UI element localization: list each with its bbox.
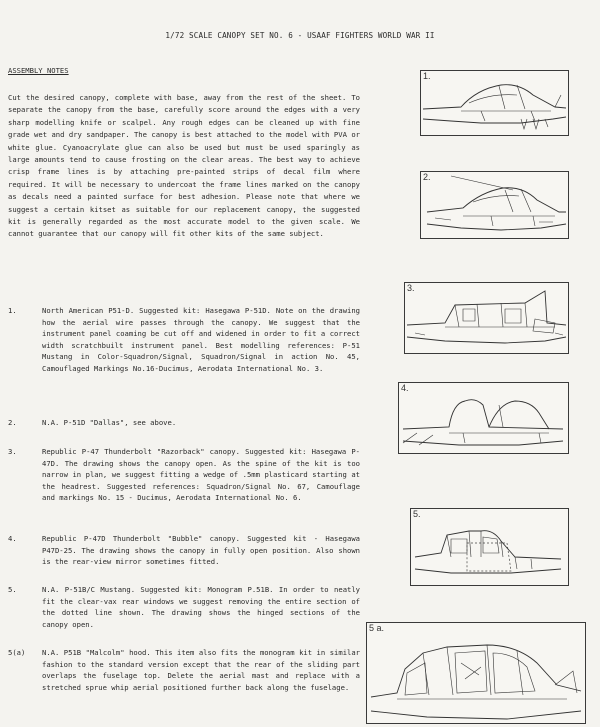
note-number: 2.: [8, 418, 17, 427]
canopy-sketch-icon: [399, 383, 568, 453]
note-text: North American P51-D. Suggested kit: Hasegawa P-51D. Note on the drawing how the aerial wire passes through the canopy. We suggest that the instrument panel coaming be cut off and widened in order to fit a correct width scratchbuilt instrument panel. Best modelling references: P-51 Mustang in Color-Squadron/Signal, Squadron/Signal in action No. 45, Camouflaged Markings No.16-Ducimus, Aerodata International No. 3.: [42, 306, 360, 373]
canopy-sketch-icon: [411, 509, 568, 585]
note-text: N.A. P-51B/C Mustang. Suggested kit: Monogram P.51B. In order to neatly fit the clear-vax rear windows we suggest removing the entire section of the dotted line shown. The drawing shows the hinged sections of the canopy open.: [42, 585, 360, 629]
figure-3-p47-razorback-canopy: [404, 282, 569, 354]
figure-5-p51bc-canopy: [410, 508, 569, 586]
note-text: N.A. P-51D "Dallas", see above.: [42, 418, 177, 427]
note-text: Republic P-47D Thunderbolt "Bubble" canopy. Suggested kit - Hasegawa P47D-25. The drawing shows the canopy in fully open position. Also shown is the rear-view mirror sometimes fitted.: [42, 534, 360, 566]
canopy-sketch-icon: [367, 623, 585, 723]
canopy-sketch-icon: [405, 283, 568, 353]
note-number: 5.: [8, 585, 17, 594]
note-number: 5(a): [8, 648, 26, 657]
figure-label: 1.: [423, 71, 431, 81]
figure-5a-p51b-malcolm-hood: [366, 622, 586, 724]
figure-4-p47d-bubble-canopy: [398, 382, 569, 454]
note-number: 1.: [8, 306, 17, 315]
assembly-notes-heading: ASSEMBLY NOTES: [8, 66, 69, 75]
figure-label: 5.: [413, 509, 421, 519]
canopy-sketch-icon: [421, 71, 568, 135]
figure-1-p51d-canopy: [420, 70, 569, 136]
figure-2-p51d-dallas-canopy: [420, 171, 569, 239]
note-text: N.A. P51B "Malcolm" hood. This item also fits the monogram kit in similar fashion to the standard version except that the rear of the sliding part overlaps the fuselage top. Delete the aerial mast and replace with a stretched sprue whip aerial positioned further back along the fuselage.: [42, 648, 360, 692]
page-title: 1/72 SCALE CANOPY SET NO. 6 - USAAF FIGHTERS WORLD WAR II: [165, 31, 435, 40]
note-text: Republic P-47 Thunderbolt "Razorback" canopy. Suggested kit: Hasegawa P-47D. The drawing shows the canopy open. As the spine of the kit is too narrow in plan, we suggest fitting a wedge of .5mm plasticard starting at the headrest. Suggested references: Squadron/Signal No. 67, Camouflage and markings No. 15 - Ducimus, Aerodata International No. 6.: [42, 447, 360, 502]
figure-label: 5 a.: [369, 623, 385, 633]
note-number: 3.: [8, 447, 17, 456]
figure-label: 4.: [401, 383, 409, 393]
intro-paragraph: Cut the desired canopy, complete with base, away from the rest of the sheet. To separate the canopy from the base, carefully score around the edges with a very sharp modelling knife or scalpel. Any rough edges can be cleaned up with fine grade wet and dry sandpaper. The canopy is best attached to the model with PVA or white glue. Cyanoacrylate glue can also be used but must be used sparingly as large amounts tend to cause frosting on the clear areas. The best way to achieve crisp frame lines is by attaching pre-painted strips of decal film where required. It will be necessary to undercoat the frame lines marked on the canopy as decals need a painted surface for best adhesion. Please note that where we suggest a certain kitset as suitable for our replacement canopy, the suggested kit is generally regarded as the most accurate model to the given scale. We cannot guarantee that our canopy will fit other kits of the same subject.: [8, 93, 360, 239]
figure-label: 2.: [423, 172, 431, 182]
canopy-sketch-icon: [421, 172, 568, 238]
note-number: 4.: [8, 534, 17, 543]
figure-label: 3.: [407, 283, 415, 293]
